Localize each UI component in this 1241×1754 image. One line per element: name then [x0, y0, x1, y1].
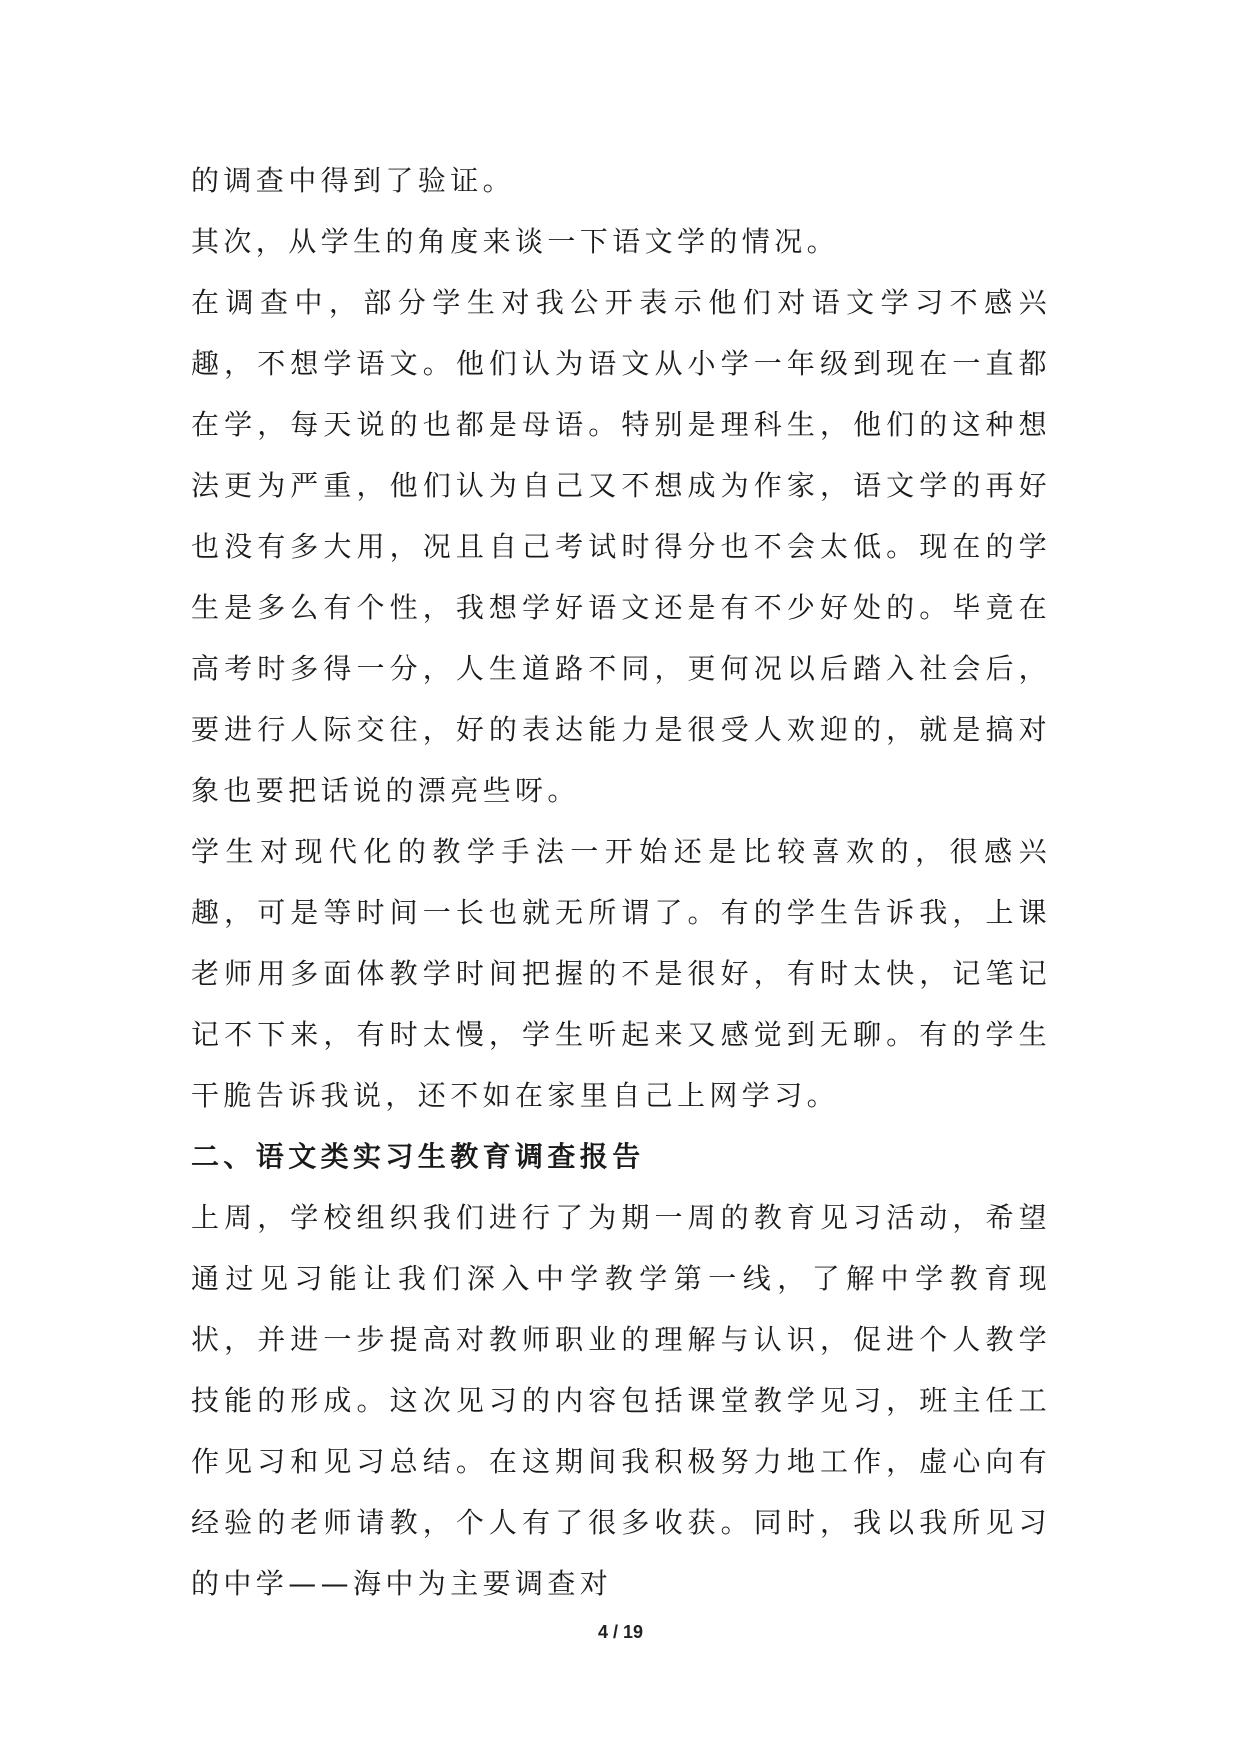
paragraph-internship-report: 上周，学校组织我们进行了为期一周的教育见习活动，希望通过见习能让我们深入中学教学第一线，了解中学教育现状，并进一步提高对教师职业的理解与认识，促进个人教学技能的形成。这次见习的内容包括课堂教学见习，班主任工作见习和见习总结。在这期间我积极努力地工作，虚心向有经验的老师请教，个人有了很多收获。同时，我以我所见习的中学——海中为主要调查对	[191, 1201, 1051, 1600]
section-heading: 二、语文类实习生教育调查报告	[191, 1140, 645, 1173]
document-body	[191, 150, 1051, 1614]
page-number: 4 / 19	[597, 1622, 644, 1642]
paragraph-continuation: 的调查中得到了验证。	[191, 164, 516, 197]
paragraph-modern-teaching: 学生对现代化的教学手法一开始还是比较喜欢的，很感兴趣，可是等时间一长也就无所谓了。有的学生告诉我，上课老师用多面体教学时间把握的不是很好，有时太快，记笔记记不下来，有时太慢，学生听起来又感觉到无聊。有的学生干脆告诉我说，还不如在家里自己上网学习。	[191, 835, 1051, 1112]
paragraph-student-perspective: 其次，从学生的角度来谈一下语文学的情况。	[191, 225, 840, 258]
paragraph-survey-findings: 在调查中，部分学生对我公开表示他们对语文学习不感兴趣，不想学语文。他们认为语文从小学一年级到现在一直都在学，每天说的也都是母语。特别是理科生，他们的这种想法更为严重，他们认为自己又不想成为作家，语文学的再好也没有多大用，况且自己考试时得分也不会太低。现在的学生是多么有个性，我想学好语文还是有不少好处的。毕竟在高考时多得一分，人生道路不同，更何况以后踏入社会后，要进行人际交往，好的表达能力是很受人欢迎的，就是搞对象也要把话说的漂亮些呀。	[191, 286, 1051, 807]
